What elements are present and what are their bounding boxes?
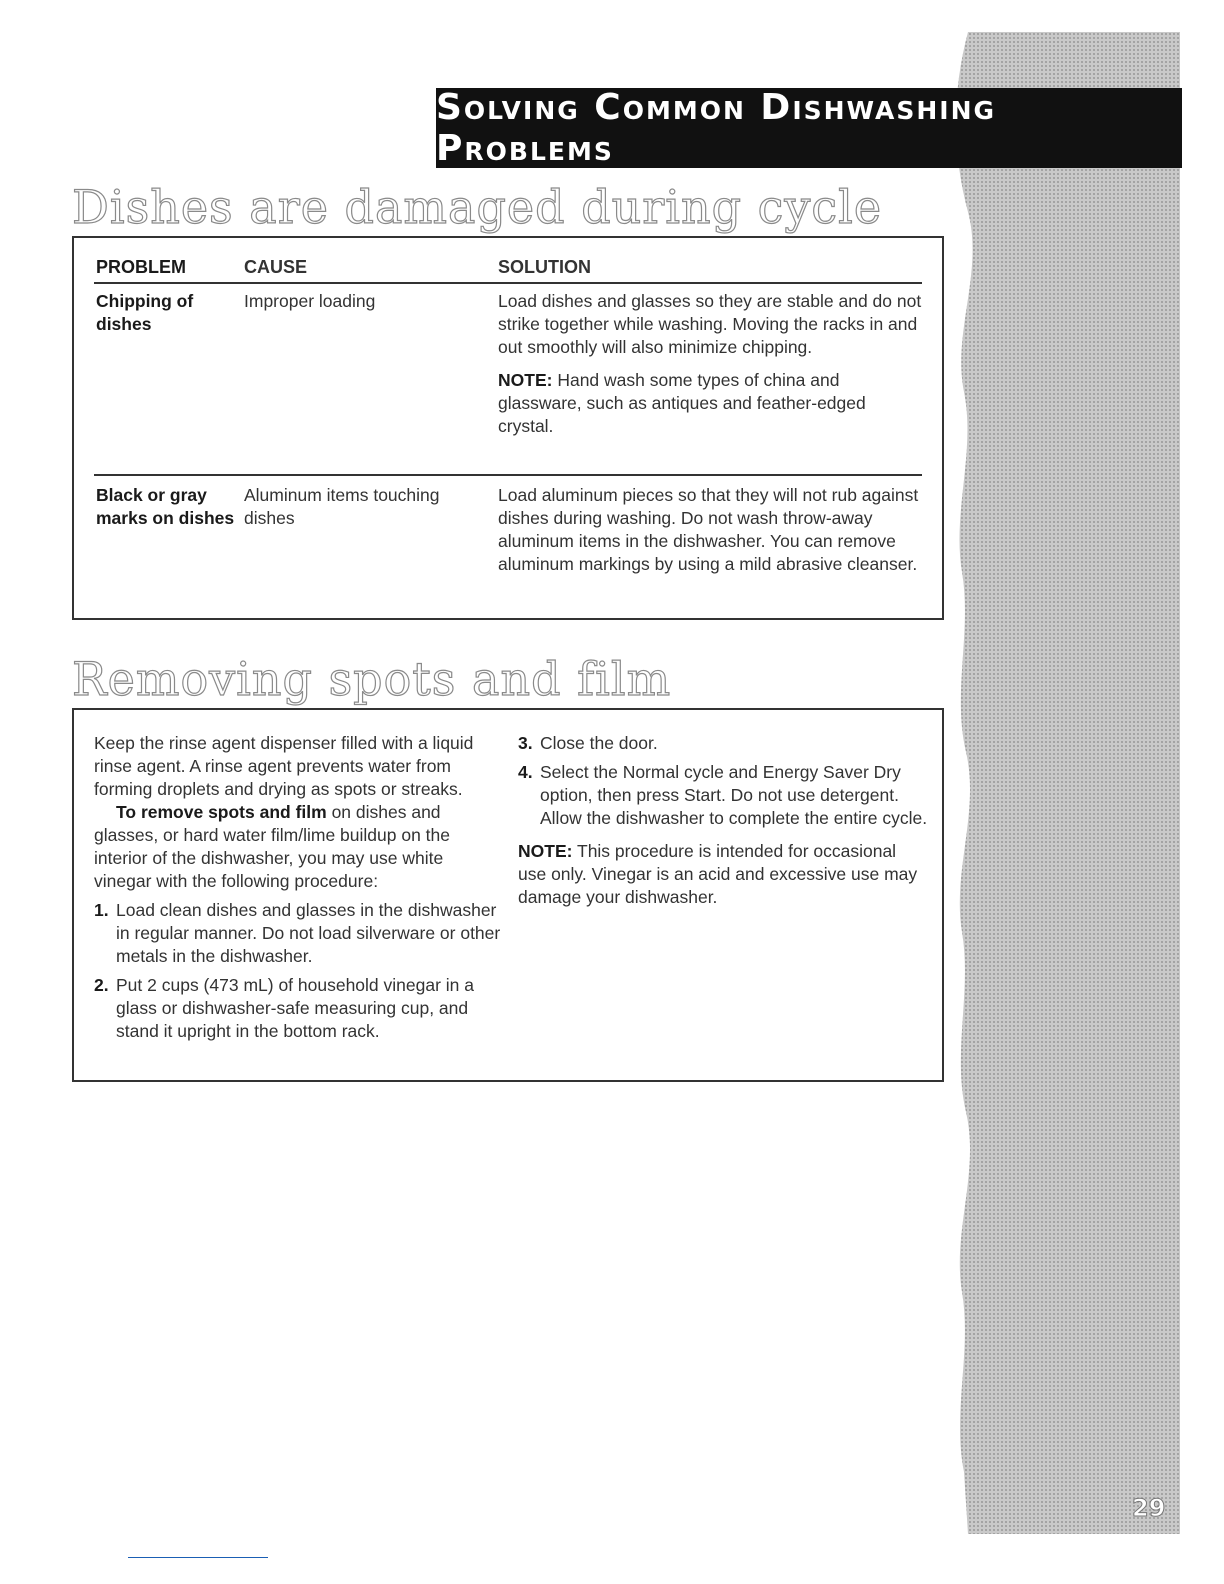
solution-text: Load dishes and glasses so they are stable and do not strike together while washing. Moving the racks in and out smoothly will also minimize chipping. [498,291,922,357]
list-item [94,974,504,1043]
procedure-note [518,840,928,909]
remove-text: on dishes and glasses, or hard water film/lime buildup on the interior of the dishwasher, you may use white vinegar with the following procedure: [94,802,451,891]
step-text: Select the Normal cycle and Energy Saver Dry option, then press Start. Do not use detergent. Allow the dishwasher to complete the entire cycle. [540,762,928,828]
column-header-solution: SOLUTION [498,257,591,277]
list-item [94,899,504,968]
header-divider [94,282,922,284]
step-number: 2. [94,975,109,995]
row-divider [94,474,922,476]
right-column [518,732,928,909]
list-item [518,761,928,830]
step-text: Put 2 cups (473 mL) of household vinegar in a glass or dishwasher-safe measuring cup, and stand it upright in the bottom rack. [116,975,474,1041]
step-text: Close the door. [540,733,658,753]
step-text: Load clean dishes and glasses in the dishwasher in regular manner. Do not load silverware or other metals in the dishwasher. [116,900,501,966]
page-number: 29 [1132,1494,1166,1522]
list-item [518,732,928,755]
cause-cell: Improper loading [244,291,376,311]
problems-table [72,236,944,620]
footer-rule [128,1557,268,1558]
step-number: 3. [518,733,533,753]
column-header-cause: CAUSE [244,257,308,277]
section-title-spots: Removing spots and film [72,652,672,706]
cause-cell: Aluminum items touching dishes [244,485,440,528]
spots-film-box [72,708,944,1082]
note-text: This procedure is intended for occasional use only. Vinegar is an acid and excessive use may damage your dishwasher. [518,841,918,907]
page-banner-title: Solving Common Dishwashing Problems [436,88,1182,168]
step-number: 1. [94,900,109,920]
note-text: Hand wash some types of china and glassware, such as antiques and feather-edged crystal. [498,370,866,436]
note-label: NOTE: [498,370,553,390]
problem-cell: Chipping of dishes [96,291,194,334]
solution-cell: Load aluminum pieces so that they will not rub against dishes during washing. Do not wash throw-away aluminum items in the dishwasher. You can remove aluminum markings by using a mild abrasive cleanser. [498,485,919,574]
left-column [94,732,504,1043]
remove-label: To remove spots and film [116,802,327,822]
section-title-damaged: Dishes are damaged during cycle [72,180,883,234]
note-label: NOTE: [518,841,573,861]
column-header-problem: PROBLEM [96,257,186,277]
intro-paragraph: Keep the rinse agent dispenser filled with a liquid rinse agent. A rinse agent prevents water from forming droplets and drying as spots or streaks. [94,733,474,799]
solution-cell [498,290,922,438]
problem-cell: Black or gray marks on dishes [96,485,235,528]
side-strip-wavy-edge [948,32,988,1534]
remove-paragraph [94,801,504,893]
solution-note [498,369,922,438]
step-number: 4. [518,762,533,782]
